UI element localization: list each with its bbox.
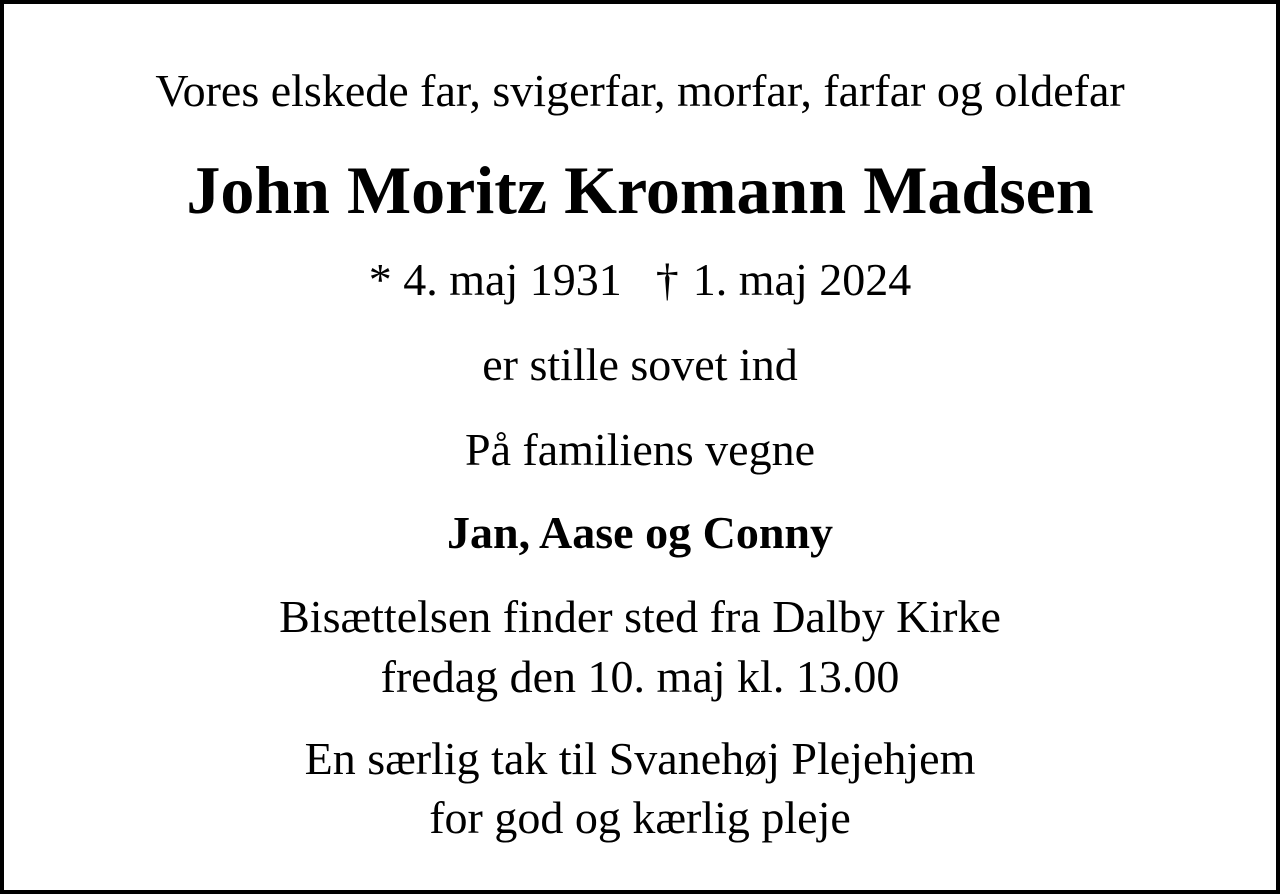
passing-text: er stille sovet ind <box>482 339 798 390</box>
birth-symbol: * <box>368 254 392 305</box>
thanks-text-line-1: En særlig tak til Svanehøj Plejehjem <box>304 733 976 784</box>
thanks-text-line-2: for god og kærlig pleje <box>429 792 851 843</box>
funeral-time: fredag den 10. maj kl. 13.00 <box>380 651 900 702</box>
birth-date: 4. maj 1931 <box>403 254 622 305</box>
funeral-location: Bisættelsen finder sted fra Dalby Kirke <box>279 591 1001 642</box>
deceased-name: John Moritz Kromann Madsen <box>186 152 1094 228</box>
intro-text: Vores elskede far, svigerfar, morfar, farfar og oldefar <box>155 65 1125 116</box>
signers: Jan, Aase og Conny <box>447 507 833 558</box>
death-cross-icon: † <box>655 254 679 305</box>
life-dates <box>4 254 1276 305</box>
death-date: 1. maj 2024 <box>692 254 912 305</box>
behalf-text: På familiens vegne <box>464 424 815 475</box>
